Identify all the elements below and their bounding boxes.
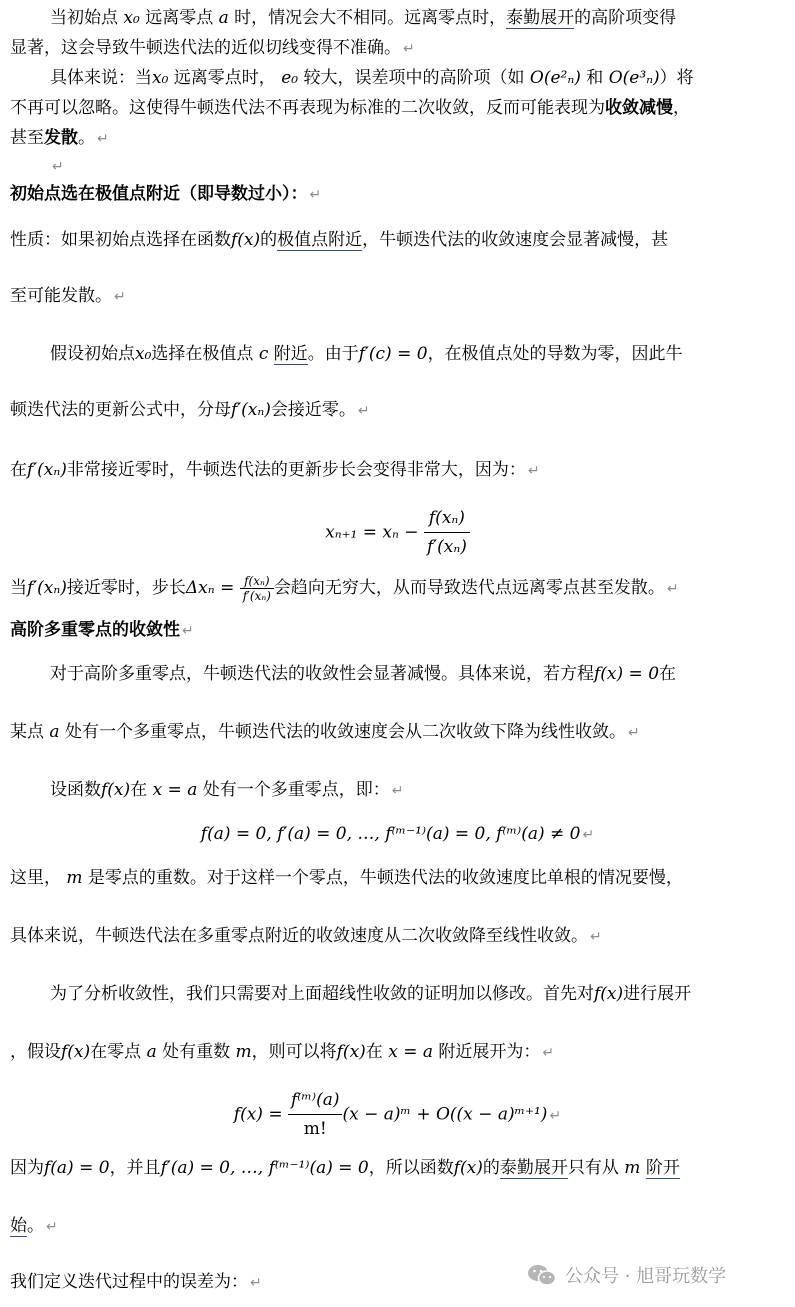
paragraph-mark-icon: ↵ [52,159,64,175]
paragraph-line: 当初始点 x₀ 远离零点 a 时，情况会大不相同。远离零点时，泰勤展开的高阶项变得 [50,8,677,28]
watermark [527,1262,726,1288]
equation-newton-update: xₙ₊₁ = xₙ − $\frac{\text{f(xₙ)}}{\text{f′(xₙ)}}$ [0,504,795,561]
paragraph-mark-icon: ↵ [391,783,404,799]
paragraph-line: 顿迭代法的更新公式中，分母f′(xₙ)会接近零。 ↵ [10,400,370,420]
paragraph-mark-icon: ↵ [97,131,109,147]
paragraph-mark-icon: ↵ [357,403,370,419]
paragraph-mark-icon: ↵ [542,1045,555,1061]
fraction: $\frac{\text{f(xₙ)}}{\text{f′(xₙ)}}$ [424,504,470,561]
paragraph-line: 甚至发散。 ↵ [10,128,109,148]
underlined-term: 泰勤展开 [499,1158,568,1178]
fraction: $\frac{\text{f⁽ᵐ⁾(a)}}{m!}$ [288,1086,342,1143]
underlined-term: 阶开 [645,1158,680,1178]
paragraph-mark-icon: ↵ [549,1107,562,1124]
paragraph-line: ，假设f(x)在零点 a 处有重数 m，则可以将f(x)在 x = a 附近展开为： ↵ [10,1042,555,1062]
equation-multiple-zero-conditions: f(a) = 0, f′(a) = 0, …, f⁽ᵐ⁻¹⁾(a) = 0, f⁽ᵐ⁾(a) ≠ 0 ↵ [200,824,595,844]
empty-paragraph [50,154,783,179]
paragraph-line: 不再可以忽略。这使得牛顿迭代法不再表现为标准的二次收敛，反而可能表现为收敛减慢， [10,98,690,118]
paragraph-mark-icon: ↵ [590,929,602,945]
fraction: $\frac{\text{f(xₙ)}}{\text{f′(xₙ)}}$ [240,574,274,603]
paragraph-line: 显著，这会导致牛顿迭代法的近似切线变得不准确。 ↵ [10,38,415,58]
underlined-term: 泰勤展开 [506,8,575,28]
paragraph-mark-icon: ↵ [527,463,540,479]
paragraph-line: 假设初始点x₀选择在极值点 c 附近。由于f′(c) = 0，在极值点处的导数为零，因此牛 [50,344,683,364]
underlined-term: 极值点附近 [277,230,363,250]
underlined-term: 附近 [273,344,308,364]
paragraph-mark-icon: ↵ [114,289,126,305]
underlined-term: 始 [10,1216,27,1236]
paragraph-line: 对于高阶多重零点，牛顿迭代法的收敛性会显著减慢。具体来说，若方程f(x) = 0在 [50,664,677,684]
paragraph-mark-icon: ↵ [309,187,322,203]
paragraph-mark-icon: ↵ [666,581,679,597]
paragraph-line: 这里， m 是零点的重数。对于这样一个零点，牛顿迭代法的收敛速度比单根的情况要慢， [10,868,683,888]
wechat-icon [527,1263,557,1287]
paragraph-mark-icon: ↵ [46,1219,58,1235]
paragraph-mark-icon: ↵ [627,725,640,741]
watermark-text: 公众号 · 旭哥玩数学 [565,1266,727,1287]
paragraph-line: 具体来说，牛顿迭代法在多重零点附近的收敛速度从二次收敛降至线性收敛。 ↵ [10,926,602,946]
paragraph-line: 因为f(a) = 0，并且f′(a) = 0, …, f⁽ᵐ⁻¹⁾(a) = 0，所以函数f(x)的泰勤展开只有从 m 阶开 [10,1158,680,1178]
paragraph-mark-icon: ↵ [403,41,415,57]
paragraph-line: 始。 ↵ [10,1216,58,1236]
paragraph-line: 至可能发散。 ↵ [10,286,126,306]
section-heading: 高阶多重零点的收敛性 ↵ [10,620,194,640]
paragraph-line: 当f′(xₙ)接近零时，步长Δxₙ = $\frac{\text{f(xₙ)}}{\text{f′(xₙ)}}$ 会趋向无穷大，从而导致迭代点远离零点甚至发散。 ↵ [10,573,679,603]
paragraph-mark-icon: ↵ [582,827,595,843]
paragraph-mark-icon: ↵ [250,1275,262,1291]
section-heading: 初始点选在极值点附近（即导数过小）： ↵ [10,184,322,204]
paragraph-line: 我们定义迭代过程中的误差为： ↵ [10,1272,262,1292]
paragraph-line: 具体来说：当x₀ 远离零点时， e₀ 较大，误差项中的高阶项（如 O(e²ₙ) 和 O(e³ₙ)）将 [50,68,694,88]
paragraph-line: 为了分析收敛性，我们只需要对上面超线性收敛的证明加以修改。首先对f(x)进行展开 [50,984,692,1004]
paragraph-mark-icon: ↵ [182,623,194,639]
equation-taylor-expansion: f(x) = $\frac{\text{f⁽ᵐ⁾(a)}}{m!}$ (x − a)ᵐ + O((x − a)ᵐ⁺¹) ↵ [0,1086,795,1143]
paragraph-line: 在f′(xₙ)非常接近零时，牛顿迭代法的更新步长会变得非常大，因为： ↵ [10,460,540,480]
paragraph-line: 性质：如果初始点选择在函数f(x)的极值点附近，牛顿迭代法的收敛速度会显著减慢，甚 [10,230,669,250]
paragraph-line: 某点 a 处有一个多重零点，牛顿迭代法的收敛速度会从二次收敛下降为线性收敛。 ↵ [10,722,640,742]
paragraph-line: 设函数f(x)在 x = a 处有一个多重零点，即： ↵ [50,780,404,800]
